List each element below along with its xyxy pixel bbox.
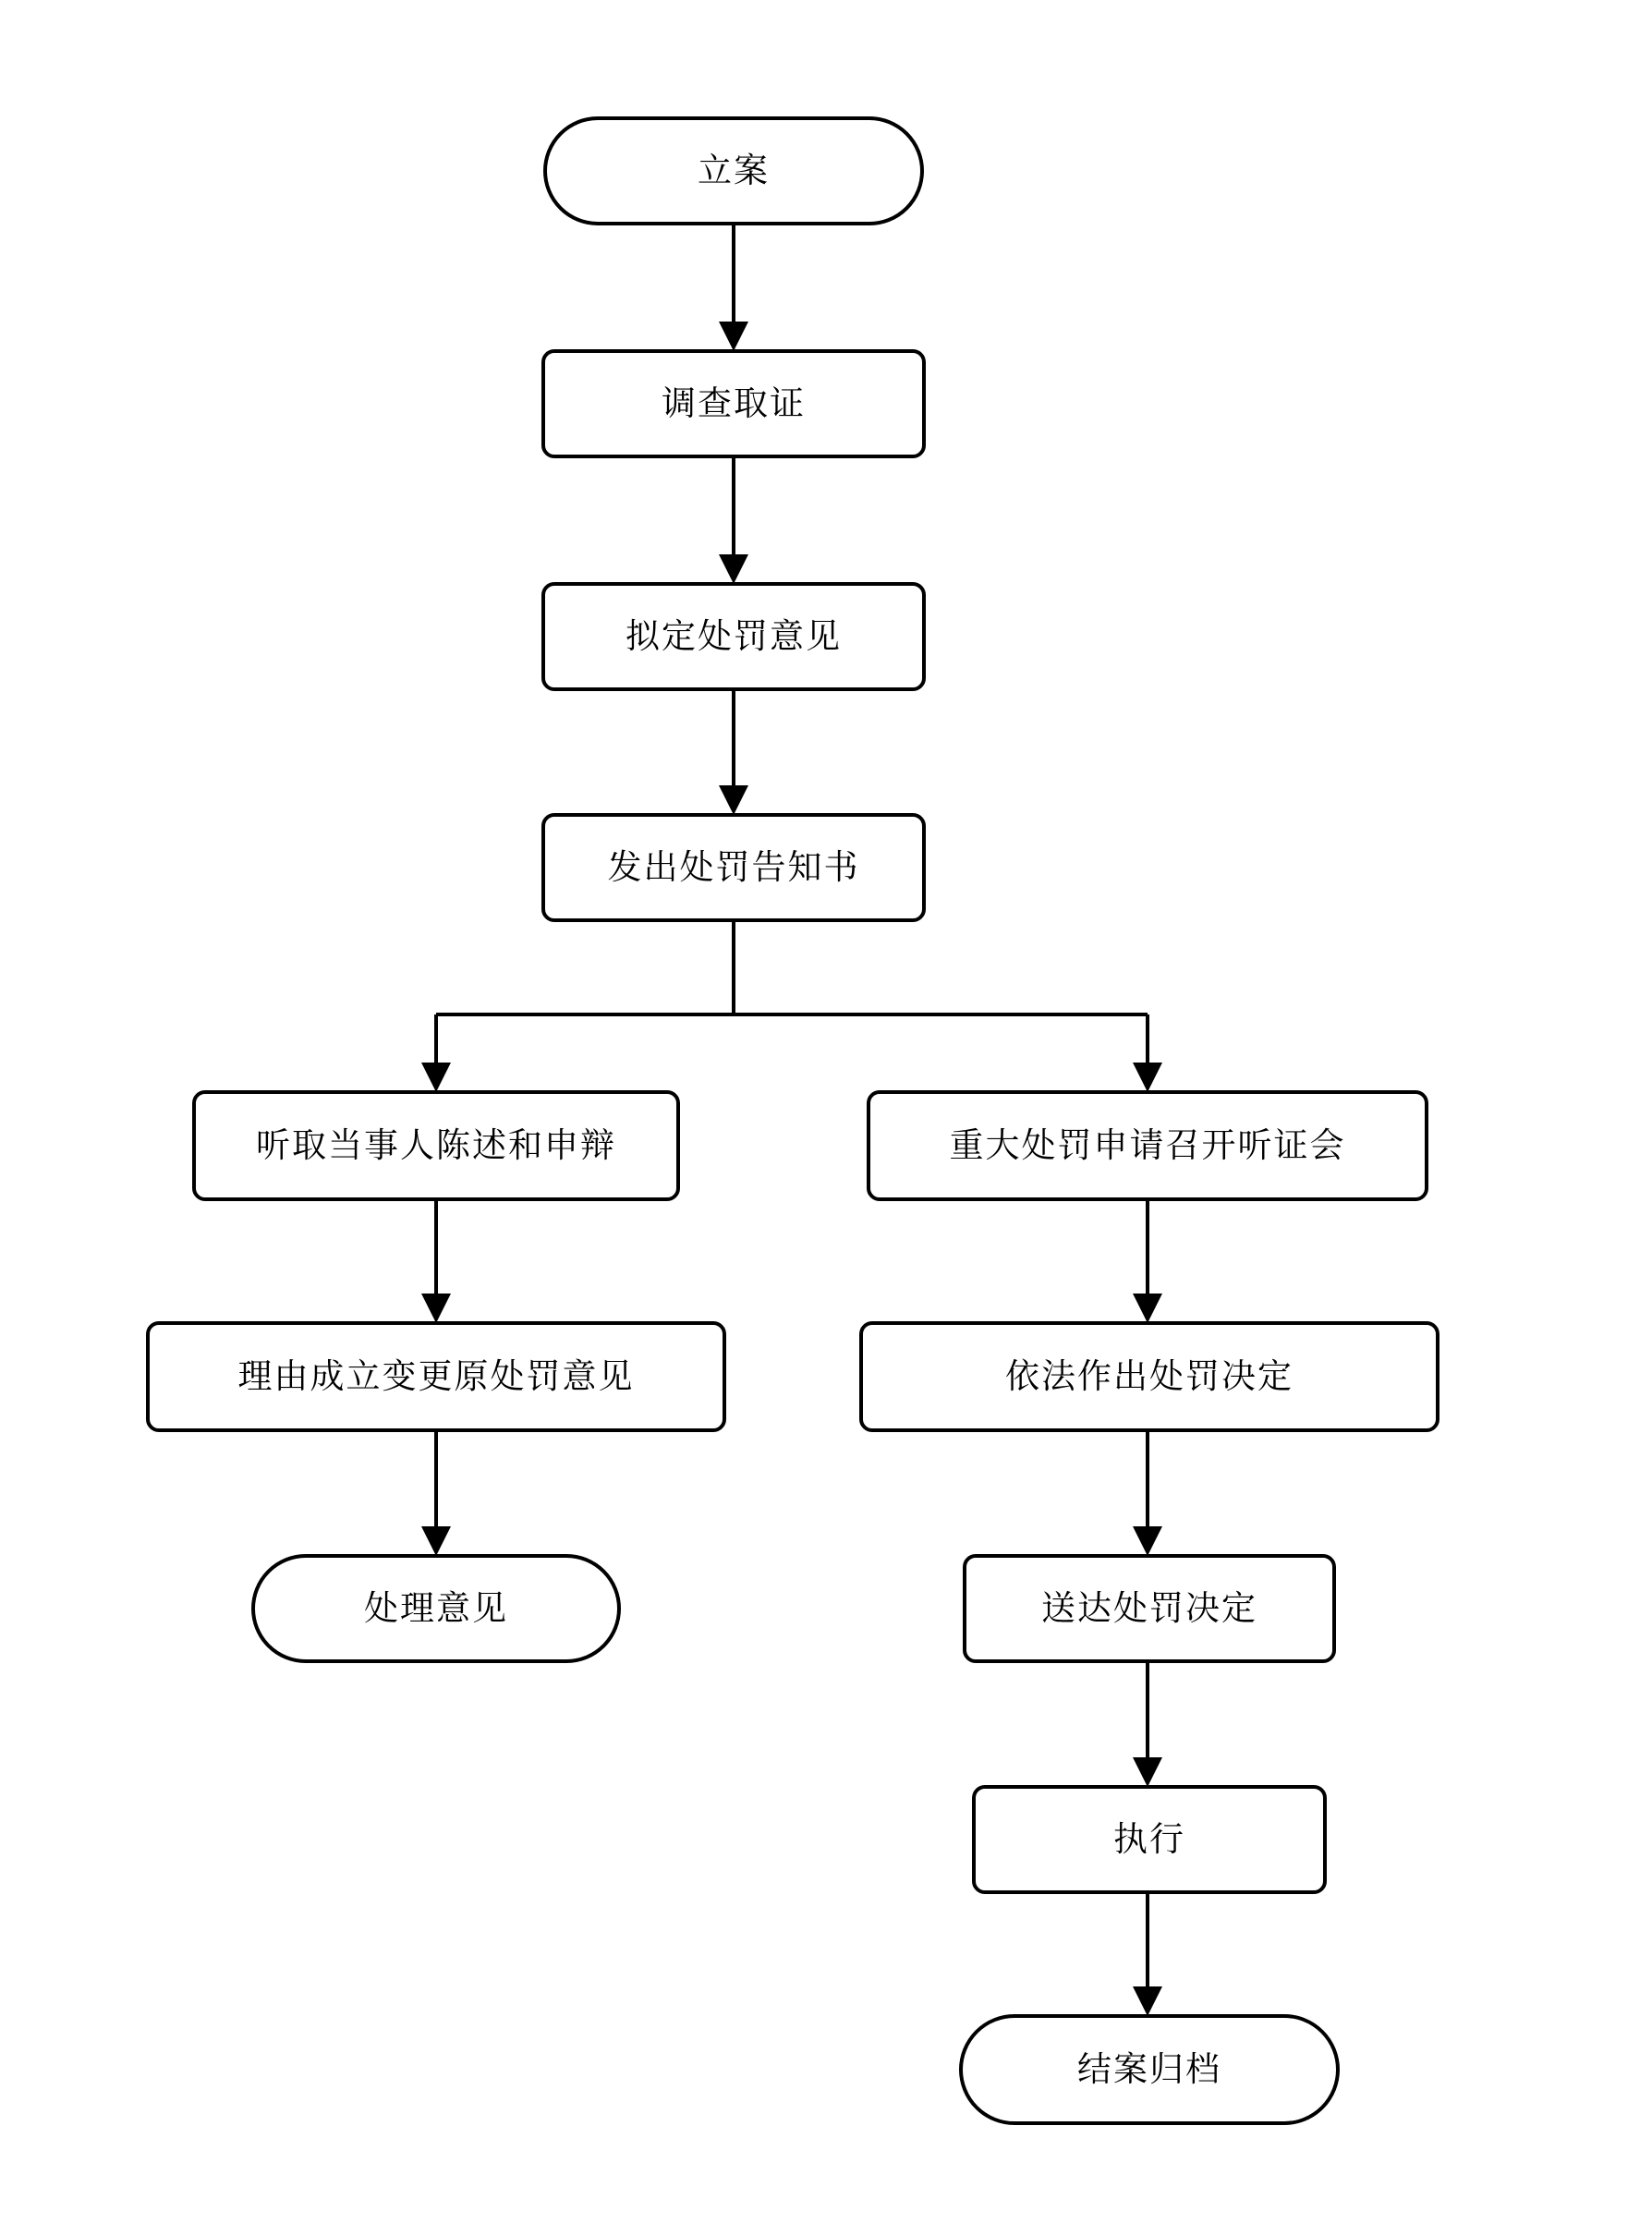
flow-node-label: 重大处罚申请召开听证会 — [949, 1125, 1346, 1164]
flow-node-major-penalty-hearing — [867, 1090, 1428, 1201]
flow-node-label: 听取当事人陈述和申辩 — [256, 1125, 616, 1164]
flow-node-case-closure-archive — [959, 2014, 1340, 2125]
flow-node-label: 发出处罚告知书 — [607, 847, 860, 886]
flow-node-label: 依法作出处罚决定 — [1005, 1356, 1294, 1395]
flow-node-draft-penalty-opinion — [541, 582, 926, 691]
flow-node-handling-opinion — [251, 1554, 621, 1663]
flow-node-label: 处理意见 — [364, 1588, 508, 1627]
flow-node-label: 拟定处罚意见 — [626, 616, 842, 655]
flow-node-execution — [972, 1785, 1327, 1894]
flow-node-amend-original-opinion — [146, 1321, 726, 1432]
flow-node-investigation — [541, 349, 926, 458]
flow-node-label: 执行 — [1113, 1819, 1185, 1858]
flow-node-issue-penalty-notice — [541, 813, 926, 922]
flow-node-label: 结案归档 — [1077, 2049, 1221, 2088]
flow-node-make-penalty-decision — [859, 1321, 1439, 1432]
flow-node-label: 送达处罚决定 — [1041, 1588, 1257, 1627]
flow-node-filing — [543, 116, 924, 225]
flow-node-label: 调查取证 — [662, 383, 806, 422]
flow-node-hear-statement-defense — [192, 1090, 680, 1201]
flow-node-serve-penalty-decision — [963, 1554, 1336, 1663]
flow-node-label: 理由成立变更原处罚意见 — [237, 1356, 635, 1395]
flow-node-label: 立案 — [698, 151, 770, 189]
